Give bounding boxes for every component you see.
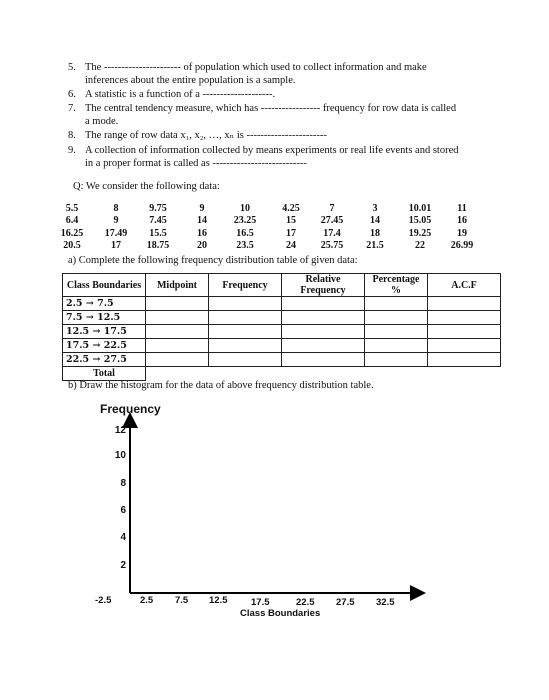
data-value: 10 xyxy=(240,203,250,214)
part-b-text: b) Draw the histogram for the data of above frequency distribution table. xyxy=(68,380,374,391)
data-value: 15.05 xyxy=(408,215,432,226)
data-value: 20.5 xyxy=(63,240,81,251)
question-number: 9. xyxy=(68,145,76,156)
header-class-boundaries: Class Boundaries xyxy=(63,274,146,297)
x-tick-label: 22.5 xyxy=(296,597,315,608)
header-frequency: Frequency xyxy=(209,274,282,297)
total-label: Total xyxy=(63,367,146,381)
data-value: 16 xyxy=(457,215,467,226)
x-tick-label: 12.5 xyxy=(209,595,228,606)
x-tick-label: 27.5 xyxy=(336,597,355,608)
question-text: A statistic is a function of a --------------------. xyxy=(85,89,276,100)
question-text: The ---------------------- of population which used to collect information and make xyxy=(85,62,427,73)
x-tick-label: 7.5 xyxy=(175,595,189,606)
data-value: 19.25 xyxy=(408,228,432,239)
x-tick-label: -2.5 xyxy=(95,595,112,606)
data-value: 17.49 xyxy=(104,228,128,239)
question-number: 6. xyxy=(68,89,76,100)
data-value: 4.25 xyxy=(282,203,300,214)
header-percentage: Percentage % xyxy=(365,274,428,297)
header-relative-frequency: Relative Frequency xyxy=(282,274,365,297)
class-boundary-cell: 2.5 → 7.5 xyxy=(63,297,146,311)
data-value: 7 xyxy=(329,203,335,214)
header-acf: A.C.F xyxy=(428,274,501,297)
data-value: 15 xyxy=(286,215,296,226)
data-value: 5.5 xyxy=(65,203,79,214)
question-text-cont: a mode. xyxy=(85,116,119,127)
data-value: 27.45 xyxy=(320,215,344,226)
data-value: 23.5 xyxy=(236,240,254,251)
data-value: 16 xyxy=(197,228,207,239)
y-tick-label: 8 xyxy=(120,478,126,489)
data-value: 24 xyxy=(286,240,296,251)
histogram-ylabel: Frequency xyxy=(100,402,161,416)
data-value: 6.4 xyxy=(65,215,79,226)
data-value: 25.75 xyxy=(320,240,344,251)
x-tick-label: 32.5 xyxy=(376,597,395,608)
data-value: 7.45 xyxy=(149,215,167,226)
header-midpoint: Midpoint xyxy=(146,274,209,297)
data-value: 10.01 xyxy=(408,203,432,214)
data-value: 18 xyxy=(370,228,380,239)
data-value: 23.25 xyxy=(233,215,257,226)
data-value: 8 xyxy=(113,203,119,214)
y-tick-label: 2 xyxy=(120,560,126,571)
question-text: The range of row data x₁, x₂, …, xₙ is ----------------------- xyxy=(85,130,327,141)
question-text: The central tendency measure, which has ----------------- frequency for row data is called xyxy=(85,103,457,114)
data-value: 20 xyxy=(197,240,207,251)
class-boundary-cell: 7.5 → 12.5 xyxy=(63,311,146,325)
data-value: 16.5 xyxy=(236,228,254,239)
data-value: 9 xyxy=(113,215,119,226)
class-boundary-cell: 12.5 → 17.5 xyxy=(63,325,146,339)
data-value: 14 xyxy=(370,215,380,226)
data-value: 26.99 xyxy=(450,240,474,251)
y-tick-label: 6 xyxy=(120,505,126,516)
question-text: A collection of information collected by means experiments or real life events and stored xyxy=(85,145,459,156)
data-value: 21.5 xyxy=(366,240,384,251)
data-value: 22 xyxy=(415,240,425,251)
y-tick-label: 4 xyxy=(120,532,126,543)
y-tick-label: 12 xyxy=(114,425,126,436)
question-number: 7. xyxy=(68,103,76,114)
data-value: 14 xyxy=(197,215,207,226)
class-boundary-cell: 17.5 → 22.5 xyxy=(63,339,146,353)
y-tick-label: 10 xyxy=(114,450,126,461)
data-value: 17 xyxy=(286,228,296,239)
data-value: 16.25 xyxy=(60,228,84,239)
data-value: 9 xyxy=(199,203,205,214)
data-value: 9.75 xyxy=(149,203,167,214)
data-value: 11 xyxy=(457,203,467,214)
intro-text: Q: We consider the following data: xyxy=(73,181,220,192)
question-text-cont: inferences about the entire population is a sample. xyxy=(85,75,296,86)
data-value: 17.4 xyxy=(323,228,341,239)
question-text-cont: in a proper format is called as --------------------------- xyxy=(85,158,307,169)
question-number: 5. xyxy=(68,62,76,73)
x-tick-label: 2.5 xyxy=(140,595,154,606)
data-value: 17 xyxy=(111,240,121,251)
data-value: 18.75 xyxy=(146,240,170,251)
data-value: 19 xyxy=(457,228,467,239)
data-value: 3 xyxy=(372,203,378,214)
class-boundary-cell: 22.5 → 27.5 xyxy=(63,353,146,367)
data-value: 15.5 xyxy=(149,228,167,239)
histogram-xlabel: Class Boundaries xyxy=(240,608,321,619)
x-tick-label: 17.5 xyxy=(251,597,270,608)
question-number: 8. xyxy=(68,130,76,141)
part-a-text: a) Complete the following frequency distribution table of given data: xyxy=(68,255,358,266)
